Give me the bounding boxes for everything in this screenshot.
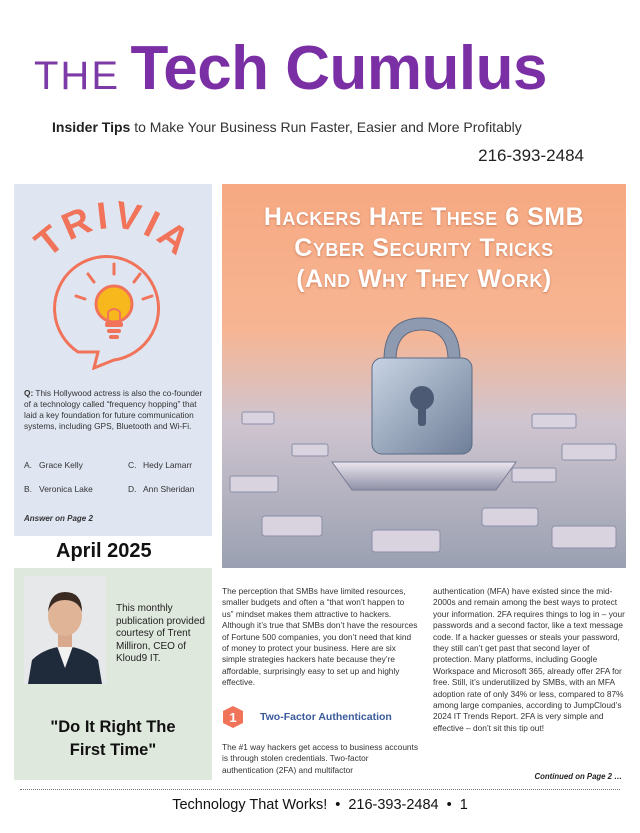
publisher-quote: "Do It Right The First Time": [50, 718, 176, 759]
lightbulb-icon: [52, 246, 176, 370]
answer-note: Answer on Page 2: [24, 514, 93, 523]
tagline-bold: Insider Tips: [52, 119, 131, 135]
issue-month: April 2025: [56, 540, 152, 562]
svg-text:1: 1: [229, 710, 237, 725]
title-the: THE: [34, 54, 120, 98]
masthead: [0, 0, 640, 180]
footer-separator: •: [335, 797, 341, 813]
tagline-rest: to Make Your Business Run Faster, Easier and More Profitably: [130, 119, 522, 135]
continued-note: Continued on Page 2 …: [534, 772, 622, 781]
article-col2-para1: authentication (MFA) have existed since the mid-2000s and remain among the best ways to protect your information. 2FA requires things to log in – your passwords and a second factor, like a text message code. If a hacker guesses or steals your password, they still can’t get past that second layer of protection. Many platforms, including Google Workspace and Microsoft 365, already offer 2FA for free. Still, it’s underutilized by SMBs, with an MFA adoption rate of only 34% or less, compared to 87% among large companies, according to JumpCloud’s 2024 IT Trends Report. 2FA is very simple and effective – don’t sit this tip out!: [433, 586, 625, 733]
answer-b: B. Veronica Lake: [24, 484, 93, 494]
article-col1-para2: The #1 way hackers get access to business accounts is through stolen credentials. Two-factor authentication (2FA) and multifactor: [222, 742, 419, 775]
footer-phone: 216-393-2484: [348, 797, 439, 813]
masthead-phone: 216-393-2484: [478, 146, 584, 165]
footer-page-number: 1: [459, 797, 468, 813]
footer-separator: •: [446, 797, 452, 813]
trivia-heading-text: TRIVIA: [27, 194, 201, 266]
trivia-question: [24, 388, 206, 432]
article-headline: Hackers Hate These 6 SMB Cyber Security Tricks (And Why They Work): [263, 203, 585, 293]
trivia-panel: [14, 184, 212, 536]
padlock-illustration: [222, 294, 626, 568]
footer: [0, 797, 640, 813]
footer-divider: [20, 789, 620, 790]
answer-a: A. Grace Kelly: [24, 460, 83, 470]
publisher-credit: This monthly publication provided courtesy of Trent Milliron, CEO of Kloud9 IT.: [116, 603, 205, 664]
publisher-photo: [24, 576, 106, 684]
section-heading: [222, 705, 422, 729]
answer-d: D. Ann Sheridan: [128, 484, 195, 494]
question-text: This Hollywood actress is also the co-founder of a technology called “frequency hopping” that laid a key foundation for future communication systems, including GPS, Bluetooth and Wi-Fi.: [24, 388, 203, 431]
section-title: Two-Factor Authentication: [260, 711, 392, 723]
publisher-panel: [14, 568, 212, 780]
section-number-badge-icon: [222, 705, 244, 729]
tagline: [52, 119, 522, 135]
title-name: Tech Cumulus: [130, 34, 548, 103]
answer-c: C. Hedy Lamarr: [128, 460, 193, 470]
footer-slogan: Technology That Works!: [172, 797, 328, 813]
newsletter-title: [34, 34, 548, 103]
hero-banner: [222, 184, 626, 568]
question-label: Q:: [24, 388, 34, 398]
article-col1-para1: The perception that SMBs have limited resources, smaller budgets and often a “that won’t happen to us” mindset makes them attractive to hackers. Although it’s true that SMBs don’t have the resources of Fortune 500 companies, you don’t need that kind of money to protect your business. Here are six simple strategies hackers hate because they’re affordable, surprisingly easy to set up and highly effective.: [222, 586, 418, 688]
